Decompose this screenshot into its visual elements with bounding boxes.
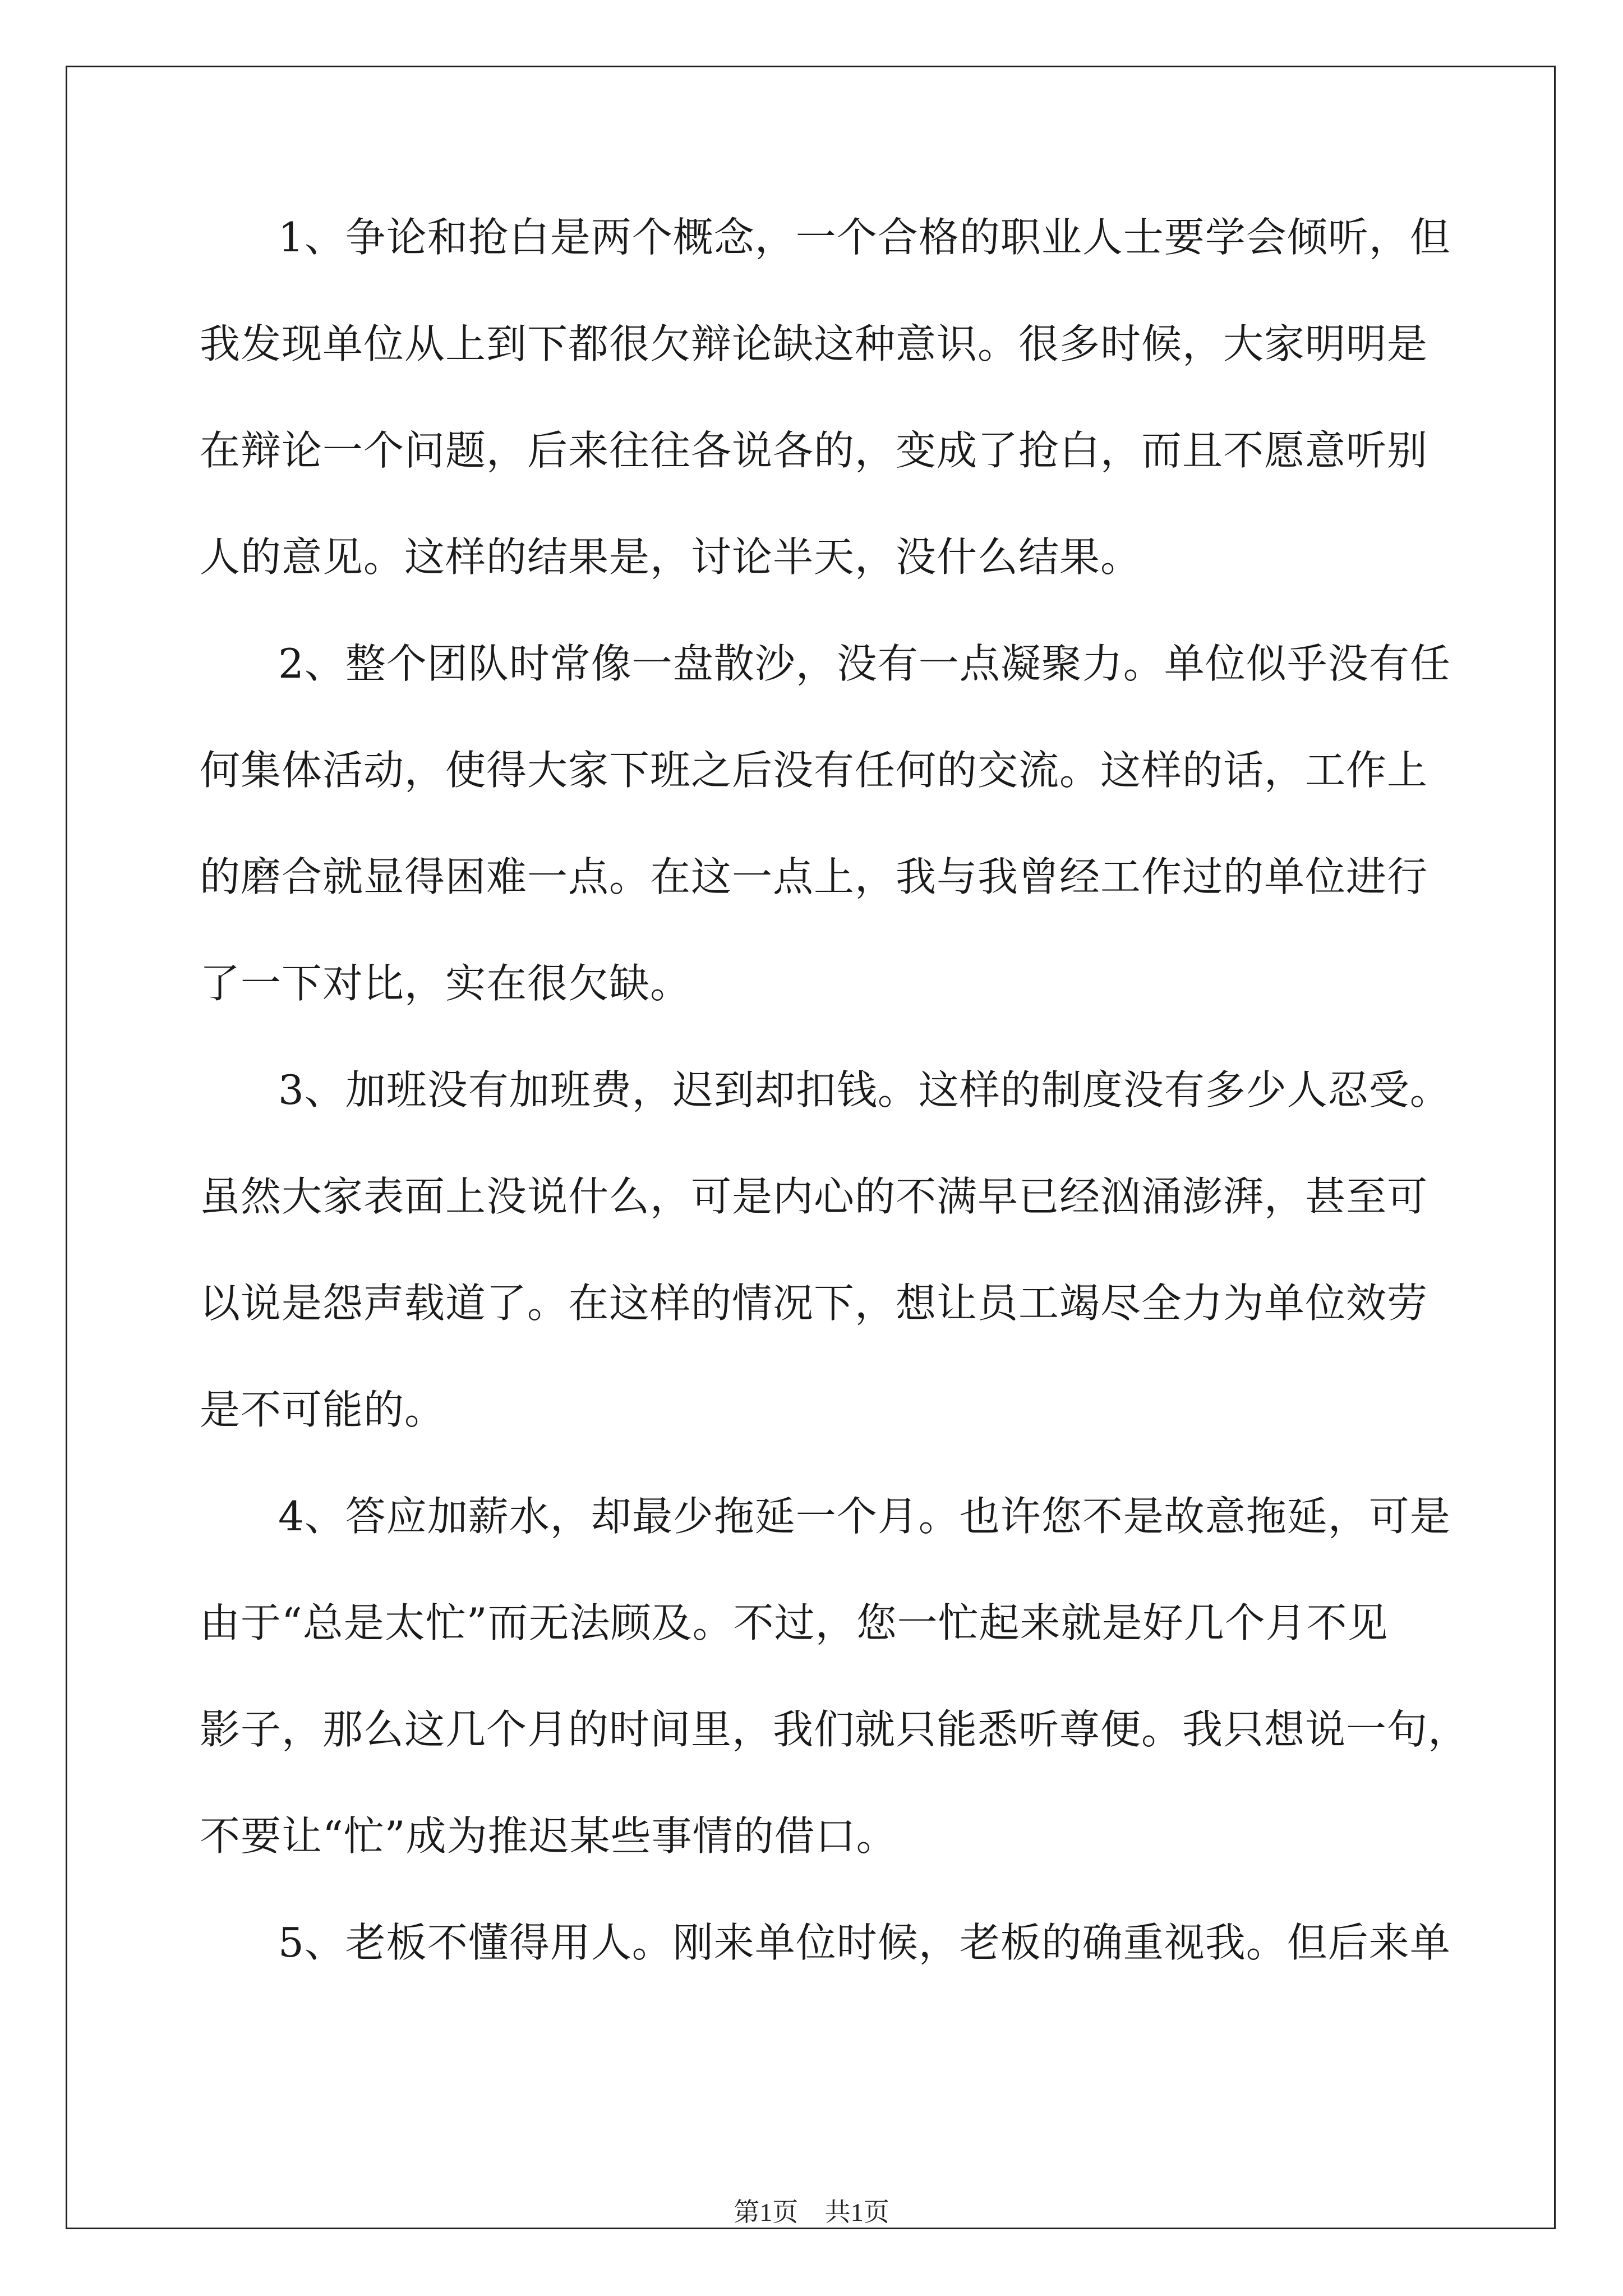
text-line: 5、老板不懂得用人。刚来单位时候，老板的确重视我。但后来单 (278, 1919, 1451, 1966)
text-line: 4、答应加薪水，却最少拖延一个月。也许您不是故意拖延，可是 (278, 1493, 1451, 1540)
paragraph-1 (200, 214, 1451, 643)
text-line: 人的意见。这样的结果是，讨论半天，没什么结果。 (200, 533, 1142, 581)
paragraph-3 (200, 1066, 1451, 1496)
page-footer (0, 2192, 1623, 2229)
text-line: 不要让“忙”成为推迟某些事情的借口。 (200, 1812, 897, 1860)
page-total: 共1页 (824, 2198, 889, 2226)
text-line: 3、加班没有加班费，迟到却扣钱。这样的制度没有多少人忍受。 (278, 1066, 1451, 1114)
text-line: 是不可能的。 (200, 1386, 446, 1433)
text-line: 2、整个团队时常像一盘散沙，没有一点凝聚力。单位似乎没有任 (278, 640, 1451, 687)
text-line: 虽然大家表面上没说什么，可是内心的不满早已经汹涌澎湃，甚至可 (200, 1173, 1428, 1220)
text-line: 我发现单位从上到下都很欠辩论缺这种意识。很多时候，大家明明是 (200, 320, 1428, 367)
paragraph-4 (200, 1493, 1469, 1922)
text-line: 影子，那么这几个月的时间里，我们就只能悉听尊便。我只想说一句， (200, 1706, 1469, 1753)
text-line: 的磨合就显得困难一点。在这一点上，我与我曾经工作过的单位进行 (200, 853, 1428, 900)
text-line: 在辩论一个问题，后来往往各说各的，变成了抢白，而且不愿意听别 (200, 427, 1428, 474)
page-number: 第1页 (734, 2198, 799, 2226)
text-line: 了一下对比，实在很欠缺。 (200, 960, 691, 1007)
document-body (200, 214, 1469, 2029)
paragraph-2 (200, 640, 1451, 1070)
text-line: 1、争论和抢白是两个概念，一个合格的职业人士要学会倾听，但 (278, 214, 1451, 261)
text-line: 由于“总是太忙”而无法顾及。不过，您一忙起来就是好几个月不见 (200, 1599, 1389, 1646)
text-line: 以说是怨声载道了。在这样的情况下，想让员工竭尽全力为单位效劳 (200, 1280, 1428, 1327)
text-line: 何集体活动，使得大家下班之后没有任何的交流。这样的话，工作上 (200, 747, 1428, 794)
paragraph-5 (200, 1919, 1451, 2029)
